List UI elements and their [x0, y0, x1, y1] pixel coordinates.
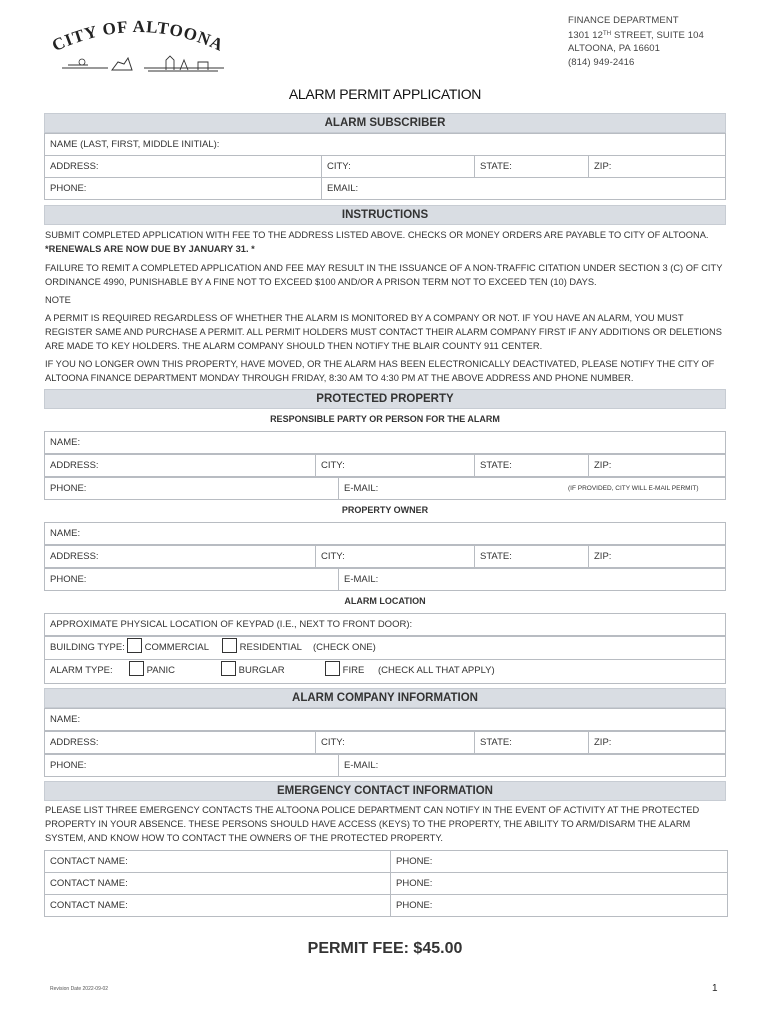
field-label: E-MAIL: — [338, 569, 378, 590]
property-owner-heading: PROPERTY OWNER — [341, 505, 429, 515]
responsible-address-row[interactable] — [44, 454, 726, 477]
responsible-name-field[interactable] — [44, 431, 726, 454]
contact-name-label: CONTACT NAME: — [50, 878, 128, 889]
emergency-contacts-table — [44, 850, 728, 917]
dept-line: (814) 949-2416 — [568, 56, 635, 68]
finance-dept-address — [568, 14, 704, 69]
revision-date: Revision Date 2022-09-02 — [50, 986, 109, 992]
section-alarm-company: ALARM COMPANY INFORMATION — [44, 688, 726, 708]
field-label: NAME: — [50, 528, 81, 539]
field-label: PHONE: — [50, 483, 87, 494]
field-label: NAME: — [50, 437, 81, 448]
building-type-row — [44, 636, 726, 660]
email-permit-note: (IF PROVIDED, CITY WILL E-MAIL PERMIT) — [568, 485, 699, 492]
panic-checkbox[interactable] — [129, 661, 144, 676]
section-instructions: INSTRUCTIONS — [44, 205, 726, 225]
field-label: ALARM TYPE: — [50, 665, 113, 676]
field-label: ZIP: — [588, 455, 611, 476]
svg-text:CITY OF ALTOONA — [49, 18, 227, 55]
field-label: ZIP: — [588, 732, 611, 753]
field-label: PHONE: — [50, 183, 87, 194]
logo-text: CITY OF ALTOONA — [49, 18, 227, 56]
field-label: ZIP: — [588, 546, 611, 567]
field-label: STATE: — [474, 546, 512, 567]
burglar-option[interactable]: BURGLAR — [221, 660, 285, 683]
commercial-option[interactable]: COMMERCIAL — [127, 637, 209, 659]
company-contact-row[interactable] — [44, 754, 726, 777]
section-protected-property: PROTECTED PROPERTY — [44, 389, 726, 409]
emergency-intro: PLEASE LIST THREE EMERGENCY CONTACTS THE ALTOONA POLICE DEPARTMENT CAN NOTIFY IN THE EVENT OF ACTIVITY AT THE PROTECTED PROPERTY IN YOUR ABSENCE. THESE PERSONS SHOULD HAVE ACCESS (KEYS) TO THE PROPERTY, THE ABILITY TO ARM/DISARM THE ALARM SYSTEM, AND KNOW HOW TO CONTACT THE OWNERS OF THE PROTECTED PROPERTY. — [45, 805, 700, 843]
note-label: NOTE — [45, 295, 71, 305]
dept-line: ALTOONA, PA 16601 — [568, 43, 661, 55]
instructions-p3: A PERMIT IS REQUIRED REGARDLESS OF WHETHER THE ALARM IS MONITORED BY A COMPANY OR NOT. IF YOU HAVE AN ALARM, YOU MUST REGISTER SAME AND PURCHASE A PERMIT. ALL PERMIT HOLDERS MUST CONTACT THEIR ALARM COMPANY FIRST IF ANY ADDITIONS OR DELETIONS ARE MADE TO KEY HOLDERS. THE ALARM COMPANY SHOULD THEN NOTIFY THE BLAIR COUNTY 911 CENTER. — [45, 313, 722, 351]
field-label: E-MAIL: — [338, 755, 378, 776]
subscriber-name-field[interactable] — [44, 133, 726, 156]
section-alarm-subscriber: ALARM SUBSCRIBER — [44, 113, 726, 133]
contact-name-label: CONTACT NAME: — [50, 900, 128, 911]
contact-row[interactable] — [44, 872, 728, 895]
residential-option[interactable]: RESIDENTIAL — [222, 637, 302, 659]
responsible-contact-row[interactable] — [44, 477, 726, 500]
field-label: STATE: — [474, 455, 512, 476]
dept-line: 1301 12TH STREET, SUITE 104 — [568, 29, 704, 41]
field-label: ADDRESS: — [50, 737, 99, 748]
city-logo — [48, 18, 228, 78]
field-label: STATE: — [474, 732, 512, 753]
field-label: CITY: — [315, 732, 345, 753]
commercial-checkbox[interactable] — [127, 638, 142, 653]
responsible-party-heading: RESPONSIBLE PARTY OR PERSON FOR THE ALARM — [270, 414, 500, 424]
check-one-note: (CHECK ONE) — [313, 642, 376, 653]
check-all-note: (CHECK ALL THAT APPLY) — [378, 665, 495, 676]
field-label: PHONE: — [50, 574, 87, 585]
field-label: NAME (LAST, FIRST, MIDDLE INITIAL): — [50, 139, 220, 150]
field-label: ADDRESS: — [50, 551, 99, 562]
contact-phone-label: PHONE: — [390, 873, 432, 894]
permit-fee: PERMIT FEE: $45.00 — [307, 940, 463, 957]
alarm-location-heading: ALARM LOCATION — [344, 596, 426, 606]
field-label: PHONE: — [50, 760, 87, 771]
subscriber-address-row[interactable] — [44, 155, 726, 178]
field-label: CITY: — [315, 546, 345, 567]
residential-checkbox[interactable] — [222, 638, 237, 653]
field-label: ZIP: — [588, 156, 611, 177]
burglar-checkbox[interactable] — [221, 661, 236, 676]
field-label: APPROXIMATE PHYSICAL LOCATION OF KEYPAD (I.E., NEXT TO FRONT DOOR): — [50, 619, 413, 630]
field-label: BUILDING TYPE: — [50, 642, 125, 653]
page-title: ALARM PERMIT APPLICATION — [288, 86, 482, 102]
field-label: CITY: — [321, 156, 351, 177]
instructions-p4: IF YOU NO LONGER OWN THIS PROPERTY, HAVE MOVED, OR THE ALARM HAS BEEN ELECTRONICALLY DEACTIVATED, PLEASE NOTIFY THE CITY OF ALTOONA FINANCE DEPARTMENT MONDAY THROUGH FRIDAY, 8:30 AM TO 4:30 PM AT THE ABOVE ADDRESS AND PHONE NUMBER. — [45, 359, 715, 383]
alarm-type-row — [44, 659, 726, 684]
section-emergency-contact: EMERGENCY CONTACT INFORMATION — [44, 781, 726, 801]
field-label: CITY: — [315, 455, 345, 476]
company-address-row[interactable] — [44, 731, 726, 754]
contact-phone-label: PHONE: — [390, 851, 432, 872]
owner-address-row[interactable] — [44, 545, 726, 568]
field-label: STATE: — [474, 156, 512, 177]
field-label: ADDRESS: — [50, 460, 99, 471]
dept-line: FINANCE DEPARTMENT — [568, 15, 679, 26]
company-name-field[interactable] — [44, 708, 726, 731]
field-label: ADDRESS: — [50, 161, 99, 172]
owner-contact-row[interactable] — [44, 568, 726, 591]
contact-row[interactable] — [44, 850, 728, 873]
renewals-notice: *RENEWALS ARE NOW DUE BY JANUARY 31. * — [45, 244, 255, 254]
keypad-location-field[interactable] — [44, 613, 726, 636]
instructions-p2: FAILURE TO REMIT A COMPLETED APPLICATION AND FEE MAY RESULT IN THE ISSUANCE OF A NON-TRAFFIC CITATION UNDER SECTION 3 (C) OF CITY ORDINANCE 4990, PUNISHABLE BY A FINE NOT TO EXCEED $100 AND/OR A PRISON TERM NOT TO EXCEED TEN (10) DAYS. — [45, 263, 723, 287]
panic-option[interactable]: PANIC — [129, 660, 175, 683]
contact-name-label: CONTACT NAME: — [50, 856, 128, 867]
fire-option[interactable]: FIRE — [325, 660, 364, 683]
page-number: 1 — [712, 983, 718, 994]
instructions-p1: SUBMIT COMPLETED APPLICATION WITH FEE TO THE ADDRESS LISTED ABOVE. CHECKS OR MONEY ORDERS ARE PAYABLE TO CITY OF ALTOONA. — [45, 230, 709, 240]
fire-checkbox[interactable] — [325, 661, 340, 676]
owner-name-field[interactable] — [44, 522, 726, 545]
contact-phone-label: PHONE: — [390, 895, 432, 916]
field-label: EMAIL: — [321, 178, 358, 199]
subscriber-contact-row[interactable] — [44, 177, 726, 200]
field-label: NAME: — [50, 714, 81, 725]
contact-row[interactable] — [44, 894, 728, 917]
field-label: E-MAIL: — [338, 478, 378, 499]
